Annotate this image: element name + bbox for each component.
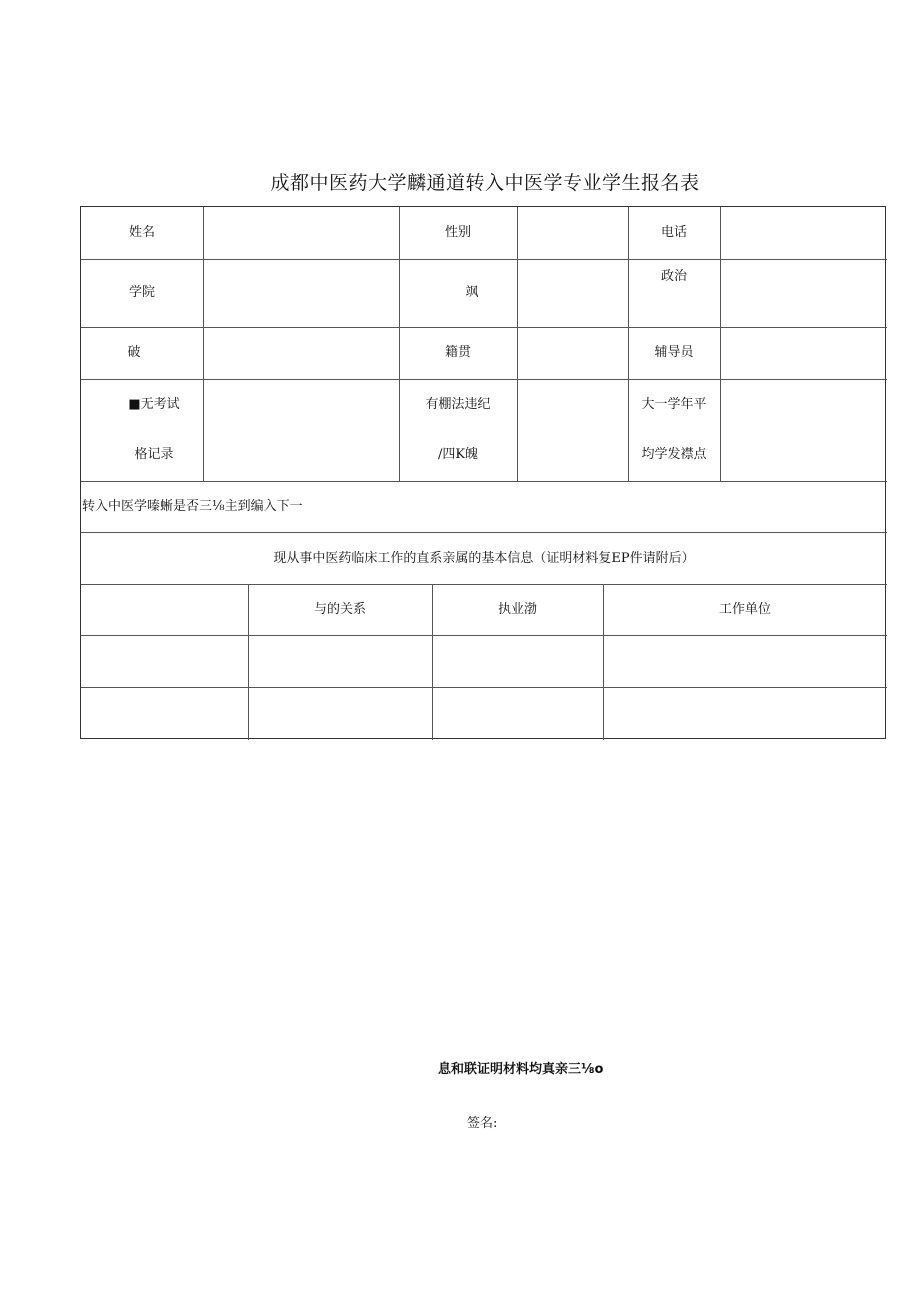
relative-row2-workplace[interactable] [604,688,885,738]
college-label: 学院 [128,285,155,300]
relatives-header-relation: 与的关系 [313,602,366,617]
relative-row1-workplace[interactable] [604,636,885,687]
college-field[interactable] [204,260,398,327]
relatives-section-title: 现从事中医药临床工作的直系亲属的基本信息（证明材料复EP件请附后） [273,551,695,566]
politics-label: 政治 [660,269,687,284]
phone-field[interactable] [721,207,885,259]
discipline-field[interactable] [518,380,627,481]
phone-label: 电话 [660,225,687,240]
native-place-label: 籍贯 [444,345,471,360]
page-title: 成都中医药大学麟通道转入中医学专业学生报名表 [270,172,700,194]
native-place-field[interactable] [518,328,627,379]
exam-record-label-line2: 格记录 [134,447,174,462]
relatives-header-license: 执业渤 [497,602,537,617]
registration-form [80,206,886,739]
name-label: 姓名 [128,225,155,240]
relative-row2-relation[interactable] [249,688,431,738]
declaration-text: 息和联证明材料均真亲三⅛o [438,1062,604,1077]
class-field[interactable] [204,328,398,379]
counselor-label: 辅导员 [654,345,694,360]
gender-field[interactable] [518,207,627,259]
name-field[interactable] [204,207,398,259]
class-label: 破 [127,345,141,360]
relative-row2-name[interactable] [81,688,247,738]
exam-record-label-line1: ■无考试 [128,397,180,412]
gpa-label-line1: 大一学年平 [641,397,707,412]
gpa-label-line2: 均学发襟点 [641,447,707,462]
relative-row1-name[interactable] [81,636,247,687]
politics-field[interactable] [721,260,885,327]
relative-row1-license[interactable] [433,636,602,687]
transfer-question: 转入中医学嗪蜥是否三⅛主到编入下一 [82,499,303,514]
relative-row1-relation[interactable] [249,636,431,687]
discipline-label-line1: 有棚法违纪 [425,397,491,412]
relatives-header-workplace: 工作单位 [718,602,771,617]
relative-row2-license[interactable] [433,688,602,738]
major-label: 飒 [465,285,479,300]
signature-label: 签名: [467,1116,498,1131]
exam-record-field[interactable] [204,380,398,481]
gpa-field[interactable] [721,380,885,481]
counselor-field[interactable] [721,328,885,379]
gender-label: 性别 [444,225,471,240]
major-field[interactable] [518,260,627,327]
discipline-label-line2: /四K魄 [437,447,479,462]
